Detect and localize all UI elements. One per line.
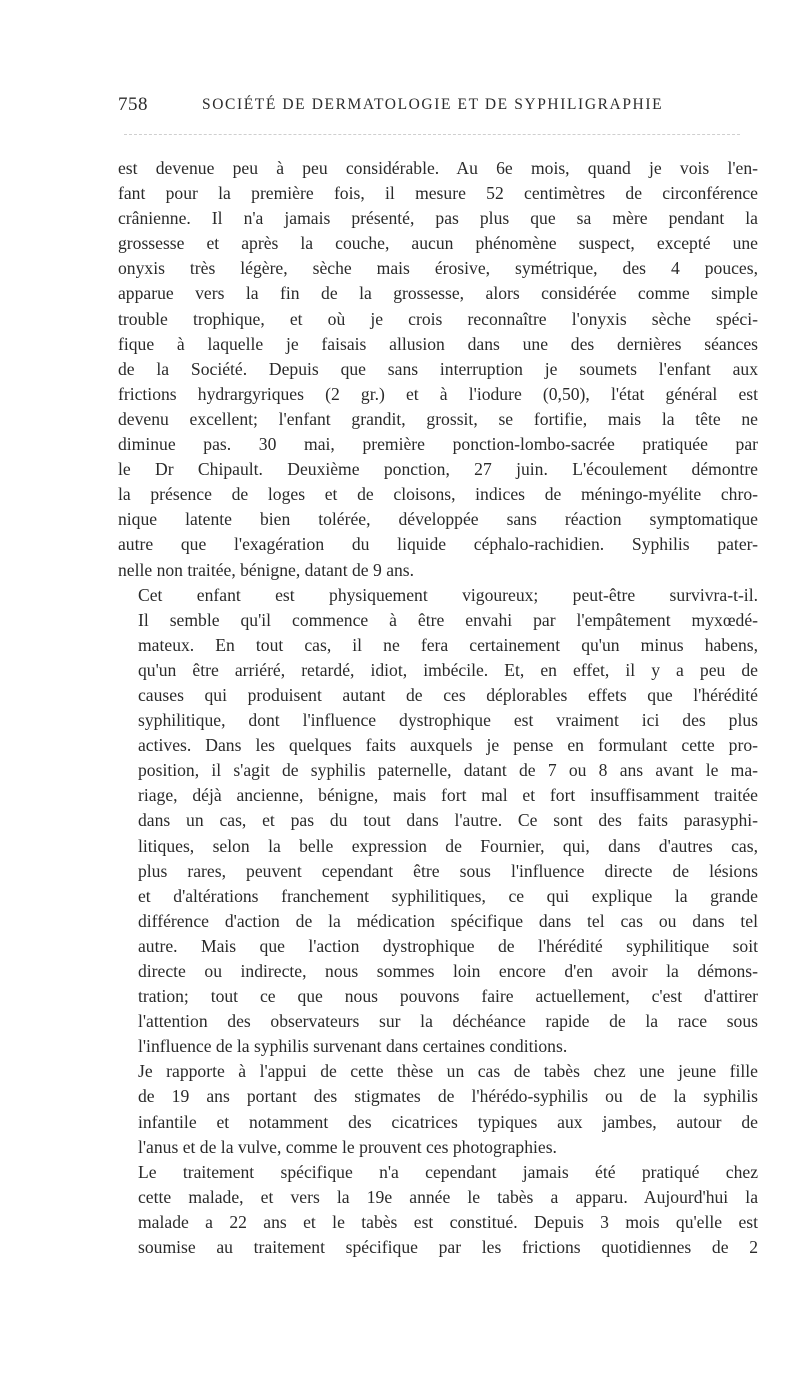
text-line: autre que l'exagération du liquide céphalo-rachidien. Syphilis pater- (118, 534, 758, 555)
header-rule (124, 134, 740, 135)
body-text (118, 156, 758, 1260)
text-line: plus rares, peuvent cependant être sous l'influence directe de lésions (138, 860, 758, 881)
running-head: SOCIÉTÉ DE DERMATOLOGIE ET DE SYPHILIGRAPHIE (202, 96, 664, 113)
text-line: Il semble qu'il commence à être envahi par l'empâtement myxœdé- (138, 609, 758, 630)
text-line: diminue pas. 30 mai, première ponction-lombo-sacrée pratiquée par (118, 434, 758, 455)
text-line: dans un cas, et pas du tout dans l'autre. Ce sont des faits parasyphi- (138, 810, 758, 831)
text-line: position, il s'agit de syphilis paternelle, datant de 7 ou 8 ans avant le ma- (138, 760, 758, 781)
text-line: frictions hydrargyriques (2 gr.) et à l'iodure (0,50), l'état général est (118, 383, 758, 404)
text-line: infantile et notamment des cicatrices typiques aux jambes, autour de (138, 1111, 758, 1132)
text-line: apparue vers la fin de la grossesse, alors considérée comme simple (118, 283, 758, 304)
text-line: malade a 22 ans et le tabès est constitué. Depuis 3 mois qu'elle est (138, 1211, 758, 1232)
text-line: syphilitique, dont l'influence dystrophique est vraiment ici des plus (138, 710, 758, 731)
paragraph-3 (118, 1059, 758, 1159)
text-line: tration; tout ce que nous pouvons faire actuellement, c'est d'attirer (138, 986, 758, 1007)
text-line: l'anus et de la vulve, comme le prouvent ces photographies. (138, 1136, 557, 1157)
text-line: fique à laquelle je faisais allusion dans une des dernières séances (118, 333, 758, 354)
text-line: riage, déjà ancienne, bénigne, mais fort mal et fort insuffisamment traitée (138, 785, 758, 806)
text-line: Je rapporte à l'appui de cette thèse un cas de tabès chez une jeune fille (138, 1061, 758, 1082)
text-line: de la Société. Depuis que sans interruption je soumets l'enfant aux (118, 358, 758, 379)
text-line: crânienne. Il n'a jamais présenté, pas plus que sa mère pendant la (118, 208, 758, 229)
text-line: l'attention des observateurs sur la déchéance rapide de la race sous (138, 1011, 758, 1032)
text-line: litiques, selon la belle expression de Fournier, qui, dans d'autres cas, (138, 835, 758, 856)
text-line: nique latente bien tolérée, développée sans réaction symptomatique (118, 509, 758, 530)
text-line: Le traitement spécifique n'a cependant jamais été pratiqué chez (138, 1161, 758, 1182)
text-line: la présence de loges et de cloisons, indices de méningo-myélite chro- (118, 484, 758, 505)
text-line: mateux. En tout cas, il ne fera certainement qu'un minus habens, (138, 634, 758, 655)
page-header (118, 94, 758, 124)
text-line: cette malade, et vers la 19e année le tabès a apparu. Aujourd'hui la (138, 1186, 758, 1207)
text-line: Cet enfant est physiquement vigoureux; peut-être survivra-t-il. (138, 584, 758, 605)
text-line: de 19 ans portant des stigmates de l'hérédo-syphilis ou de la syphilis (138, 1086, 758, 1107)
text-line: trouble trophique, et où je crois reconnaître l'onyxis sèche spéci- (118, 308, 758, 329)
text-line: qu'un être arriéré, retardé, idiot, imbécile. Et, en effet, il y a peu de (138, 659, 758, 680)
text-line: grossesse et après la couche, aucun phénomène suspect, excepté une (118, 233, 758, 254)
text-line: et d'altérations franchement syphilitiques, ce qui explique la grande (138, 885, 758, 906)
text-line: différence d'action de la médication spécifique dans tel cas ou dans tel (138, 910, 758, 931)
paragraph-4 (118, 1160, 758, 1260)
text-line: nelle non traitée, bénigne, datant de 9 ans. (118, 559, 415, 580)
text-line: onyxis très légère, sèche mais érosive, symétrique, des 4 pouces, (118, 258, 758, 279)
text-line: autre. Mais que l'action dystrophique de l'hérédité syphilitique soit (138, 935, 758, 956)
text-line: le Dr Chipault. Deuxième ponction, 27 juin. L'écoulement démontre (118, 459, 758, 480)
text-line: l'influence de la syphilis survenant dans certaines conditions. (138, 1036, 568, 1057)
paragraph-2 (118, 583, 758, 1060)
paragraph-1 (118, 156, 758, 583)
text-line: fant pour la première fois, il mesure 52 centimètres de circonférence (118, 183, 758, 204)
text-line: actives. Dans les quelques faits auxquels je pense en formulant cette pro- (138, 735, 758, 756)
text-line: soumise au traitement spécifique par les frictions quotidiennes de 2 (138, 1237, 758, 1258)
text-line: est devenue peu à peu considérable. Au 6e mois, quand je vois l'en- (118, 158, 758, 178)
text-line: directe ou indirecte, nous sommes loin encore d'en avoir la démons- (138, 961, 758, 981)
page-number: 758 (118, 94, 148, 115)
text-line: causes qui produisent autant de ces déplorables effets que l'hérédité (138, 684, 758, 705)
text-line: devenu excellent; l'enfant grandit, grossit, se fortifie, mais la tête ne (118, 408, 758, 429)
